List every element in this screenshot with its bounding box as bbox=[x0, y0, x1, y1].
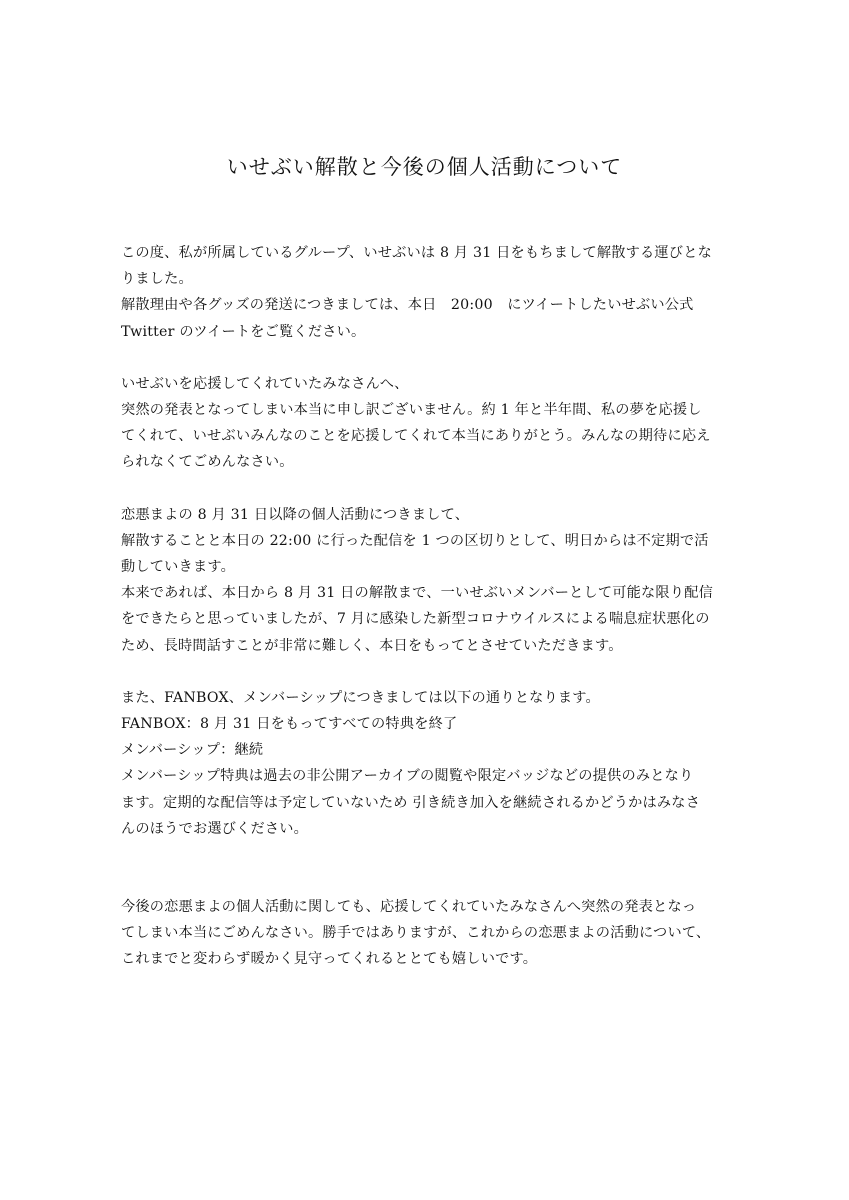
text-line: りました。 bbox=[121, 271, 193, 288]
paragraph-closing bbox=[121, 894, 733, 973]
text-line: FANBOX：8 月 31 日をもってすべての特典を終了 bbox=[121, 716, 458, 733]
text-line: メンバーシップ：継続 bbox=[121, 742, 264, 759]
paragraph-announcement bbox=[121, 240, 733, 345]
paragraph-spacer bbox=[121, 659, 733, 685]
document-title: いせぶい解散と今後の個人活動について bbox=[226, 155, 623, 179]
text-line: いせぶいを応援してくれていたみなさんへ、 bbox=[121, 375, 409, 392]
text-line: これまでと変わらず暖かく見守ってくれるととても嬉しいです。 bbox=[121, 951, 538, 968]
text-line: Twitter のツイートをご覧ください。 bbox=[121, 323, 366, 340]
text-line: てしまい本当にごめんなさい。勝手ではありますが、これからの恋悪まよの活動について、 bbox=[121, 925, 711, 942]
text-line: ため、長時間話すことが非常に難しく、本日をもってとさせていただきます。 bbox=[121, 637, 623, 654]
text-line: んのほうでお選びください。 bbox=[121, 820, 309, 837]
text-line: また、FANBOX、メンバーシップにつきましては以下の通りとなります。 bbox=[121, 689, 600, 706]
document-body bbox=[121, 240, 733, 973]
text-line: られなくてごめんなさい。 bbox=[121, 454, 294, 471]
text-line: メンバーシップ特典は過去の非公開アーカイブの閲覧や限定バッジなどの提供のみとなり bbox=[121, 768, 694, 785]
text-line: 突然の発表となってしまい本当に申し訳ございません。約 1 年と半年間、私の夢を応援し bbox=[121, 402, 702, 419]
text-line: 今後の恋悪まよの個人活動に関しても、応援してくれていたみなさんへ突然の発表となっ bbox=[121, 899, 697, 916]
text-line: 本来であれば、本日から 8 月 31 日の解散まで、一いせぶいメンバーとして可能な限り配信 bbox=[121, 585, 713, 602]
text-line: 解散することと本日の 22:00 に行った配信を 1 つの区切りとして、明日からは不定期で活 bbox=[121, 532, 709, 549]
paragraph-spacer bbox=[121, 345, 733, 371]
paragraph-spacer bbox=[121, 842, 733, 894]
paragraph-spacer bbox=[121, 476, 733, 502]
paragraph-individual-activity bbox=[121, 502, 733, 659]
paragraph-fanbox-membership bbox=[121, 685, 733, 842]
text-line: てくれて、いせぶいみんなのことを応援してくれて本当にありがとう。みんなの期待に応え bbox=[121, 428, 711, 445]
text-line: をできたらと思っていましたが、7 月に感染した新型コロナウイルスによる喘息症状悪化の bbox=[121, 611, 710, 628]
text-line: 恋悪まよの 8 月 31 日以降の個人活動につきまして、 bbox=[121, 506, 470, 523]
paragraph-thanks bbox=[121, 371, 733, 476]
text-line: この度、私が所属しているグループ、いせぶいは 8 月 31 日をもちまして解散する運びとな bbox=[121, 245, 712, 261]
text-line: ます。定期的な配信等は予定していないため 引き続き加入を継続されるかどうかはみなさ bbox=[121, 794, 701, 811]
text-line: 動していきます。 bbox=[121, 559, 235, 576]
text-line: 解散理由や各グッズの発送につきましては、本日 20:00 にツイートしたいせぶい公式 bbox=[121, 297, 694, 314]
